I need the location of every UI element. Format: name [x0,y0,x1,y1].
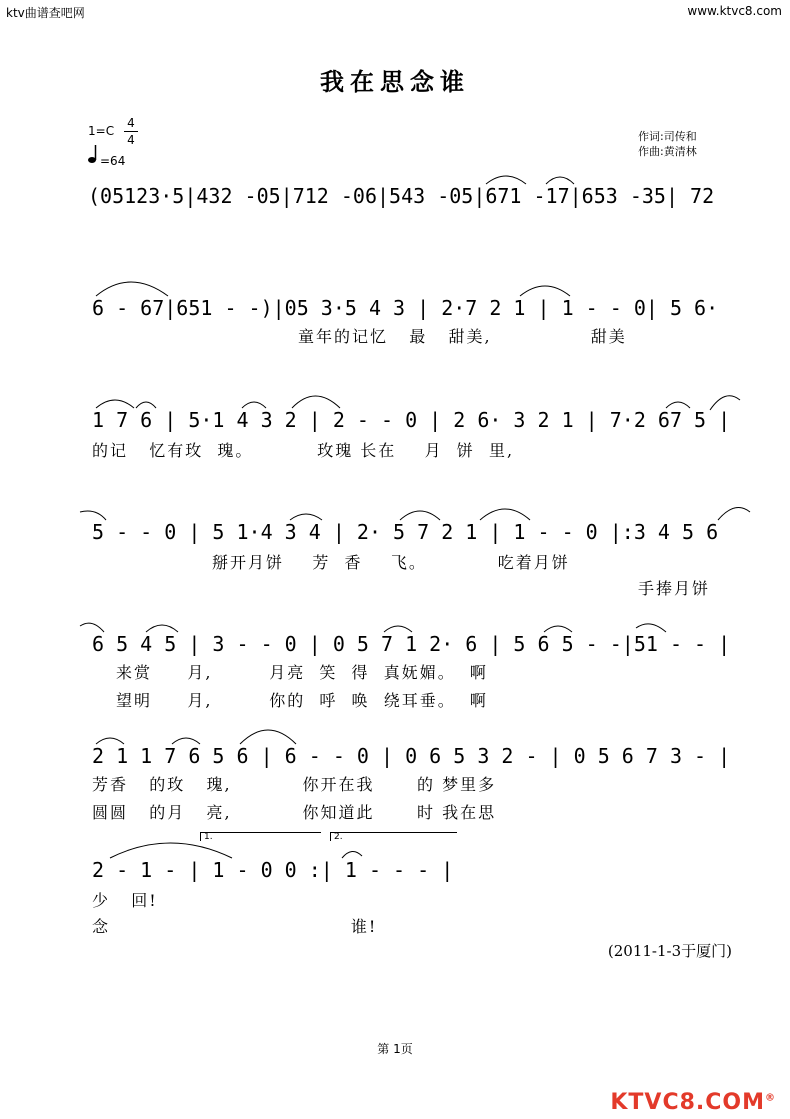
lyric-row-4-verse-1: 掰开月饼 芳 香 飞。 吃着月饼 [212,553,570,572]
slur-mark [292,396,340,408]
composer-credit: 作曲:黄清林 [638,145,697,158]
slur-mark [520,286,570,296]
notation-row-2: 6 - 67|651 - -)|05 3·5 4 3 | 2·7 2 1 | 1 - - 0| 5 6· [92,296,719,320]
notation-row-6: 2 1 1 7 6 5 6 | 6 - - 0 | 0 6 5 3 2 - | 0 5 6 7 3 - | [92,744,731,768]
slur-mark [110,843,232,858]
slur-mark [710,396,740,410]
lyric-row-3: 的记 忆有玫 瑰。 玫瑰 长在 月 饼 里, [92,441,515,460]
slur-mark [666,402,690,408]
lyricist-credit: 作词:司传和 [638,130,697,143]
lyric-row-7-verse-1: 少 回! [92,891,158,910]
lyric-row-7-verse-2: 念 谁! [92,917,378,936]
lyric-row-4-verse-2: 手捧月饼 [638,579,711,598]
slur-mark [342,851,362,858]
slur-mark [546,177,574,184]
composition-date: (2011-1-3于厦门) [607,942,732,960]
volta-label-2: 2. [334,832,343,842]
slur-mark [96,738,124,744]
tempo-marking: =64 [100,154,126,168]
slur-mark [242,402,266,408]
notation-row-3: 1 7 6 | 5·1 4 3 2 | 2 - - 0 | 2 6· 3 2 1 | 7·2 67 5 | [92,408,731,432]
slur-mark [486,176,526,184]
slur-mark [136,402,156,408]
song-title: 我在思念谁 [320,67,470,96]
slur-mark [718,508,750,521]
slur-mark [96,400,134,408]
slur-mark [172,738,200,744]
key-signature: 1=C [88,124,115,138]
lyric-row-6-verse-2: 圆圆 的月 亮, 你知道此 时 我在思 [92,803,497,822]
slur-mark [480,509,530,520]
slur-mark [240,730,296,744]
notation-row-1: (05123·5|432 -05|712 -06|543 -05|671 -17|653 -35| 72 [88,184,715,208]
slur-mark [96,282,168,296]
slur-mark [636,624,666,632]
slur-mark [290,514,322,520]
lyric-row-6-verse-1: 芳香 的玫 瑰, 你开在我 的 梦里多 [92,775,497,794]
registered-mark: ® [765,1092,776,1104]
notation-row-5: 6 5 4 5 | 3 - - 0 | 0 5 7 1 2· 6 | 5 6 5 - -|51 - - | [92,632,731,656]
site-logo [610,1090,776,1115]
site-name-left: ktv曲谱查吧网 [6,6,85,20]
site-logo-text: KTVC8.COM [610,1090,765,1115]
time-signature-top: 4 [127,116,135,130]
slur-mark [384,626,412,632]
page-number: 第 1页 [377,1042,413,1056]
lyric-row-2: 童年的记忆 最 甜美, 甜美 [298,327,627,346]
slur-mark [146,625,178,632]
notation-row-4: 5 - - 0 | 5 1·4 3 4 | 2· 5 7 2 1 | 1 - - 0 |:3 4 5 6 [92,520,719,544]
slur-mark [80,511,106,520]
volta-label-1: 1. [204,832,213,842]
slur-mark [400,511,440,520]
notation-row-7: 2 - 1 - | 1 - 0 0 :| 1 - - - | [92,858,454,882]
slur-mark [544,626,572,632]
lyric-row-5-verse-1: 来赏 月, 月亮 笑 得 真妩媚。 啊 [116,663,488,682]
slur-mark [80,623,104,632]
time-signature-bottom: 4 [127,133,135,147]
site-url-right: www.ktvc8.com [687,4,782,18]
lyric-row-5-verse-2: 望明 月, 你的 呼 唤 绕耳垂。 啊 [116,691,488,710]
